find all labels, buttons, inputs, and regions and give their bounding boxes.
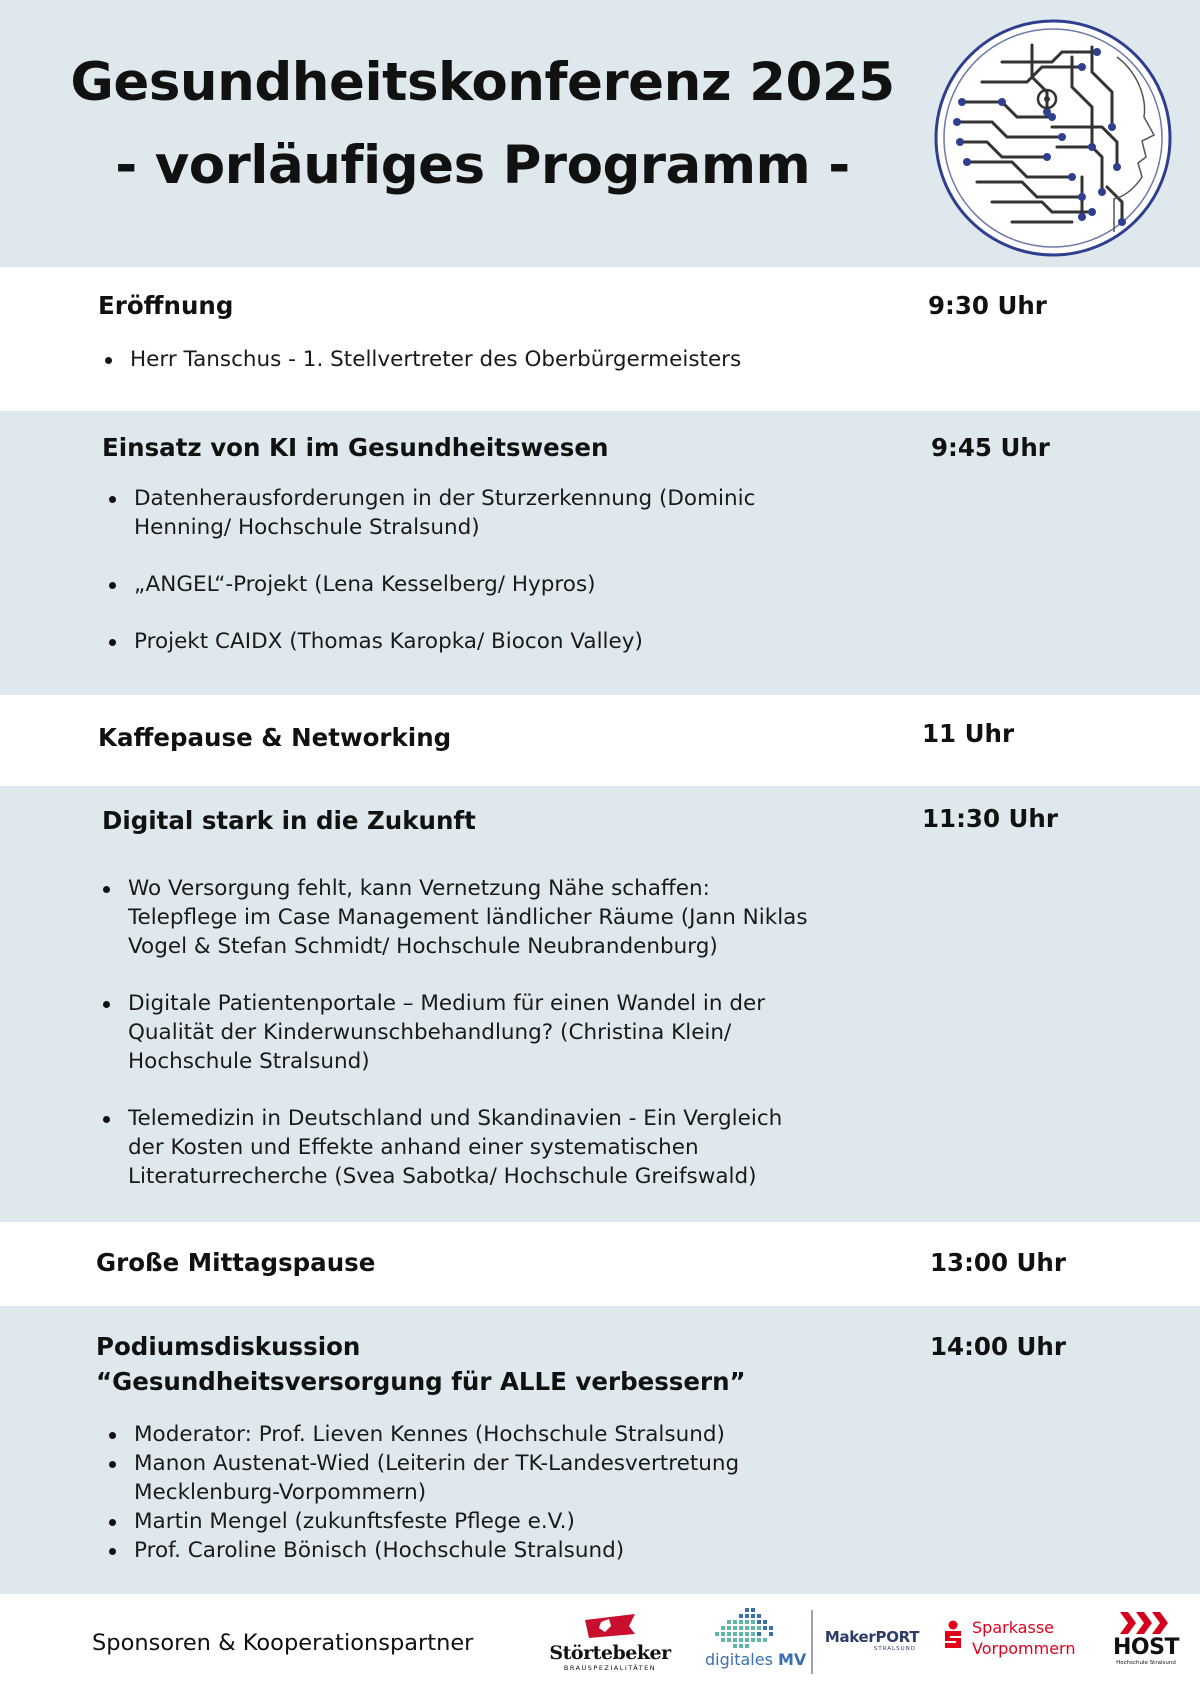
section-title: Einsatz von KI im Gesundheitswesen xyxy=(102,433,609,462)
makerport-name: MakerPORT xyxy=(824,1628,920,1646)
stoertebeker-sub: BRAUSPEZIALITÄTEN xyxy=(563,1664,657,1672)
list-item: Moderator: Prof. Lieven Kennes (Hochschule Stralsund) xyxy=(102,1420,752,1449)
section-kaffeepause xyxy=(0,695,1200,786)
list-item: Herr Tanschus - 1. Stellvertreter des Oberbürgermeisters xyxy=(98,345,858,374)
host-logo xyxy=(1108,1610,1184,1674)
section-eroeffnung xyxy=(0,267,1200,411)
host-arrows-icon xyxy=(1118,1610,1174,1636)
section-mittagspause xyxy=(0,1222,1200,1306)
section-ki-gesundheitswesen xyxy=(0,411,1200,695)
section-time: 14:00 Uhr xyxy=(930,1332,1066,1361)
sparkasse-line2: Vorpommern xyxy=(972,1639,1076,1658)
section-time: 13:00 Uhr xyxy=(930,1248,1066,1277)
host-name: HOST xyxy=(1113,1635,1179,1660)
list-item: Digitale Patientenportale – Medium für einen Wandel in der Qualität der Kinderwunschbehandlung? (Christina Klein/ Hochschule Stralsund) xyxy=(96,989,808,1076)
section-title: Kaffepause & Networking xyxy=(98,723,452,752)
section-time: 11 Uhr xyxy=(922,719,1015,748)
makerport-sub: STRALSUND xyxy=(873,1646,916,1652)
digitales-mv-name xyxy=(705,1650,807,1669)
sail-ship-icon xyxy=(579,1612,641,1642)
section-title: Digital stark in die Zukunft xyxy=(102,806,476,835)
section-digital-stark xyxy=(0,786,1200,1222)
digitales-mv-suffix: MV xyxy=(778,1650,807,1669)
sparkasse-line1: Sparkasse xyxy=(972,1618,1054,1637)
list-item: Projekt CAIDX (Thomas Karopka/ Biocon Valley) xyxy=(102,627,842,656)
list-item: Martin Mengel (zukunftsfeste Pflege e.V.) xyxy=(102,1507,752,1536)
list-item: Prof. Caroline Bönisch (Hochschule Stralsund) xyxy=(102,1536,752,1565)
list-item: Datenherausforderungen in der Sturzerkennung (Dominic Henning/ Hochschule Stralsund) xyxy=(102,484,842,542)
section-bullet-list xyxy=(96,874,808,1191)
pixel-map-icon xyxy=(705,1606,799,1650)
digitales-mv-logo xyxy=(705,1606,807,1678)
sponsors-label: Sponsoren & Kooperationspartner xyxy=(92,1630,474,1656)
section-title: Eröffnung xyxy=(98,291,234,320)
section-title: Große Mittagspause xyxy=(96,1248,376,1277)
section-time: 9:45 Uhr xyxy=(931,433,1050,462)
list-item: Wo Versorgung fehlt, kann Vernetzung Nähe schaffen: Telepflege im Case Management ländlicher Räume (Jann Niklas Vogel & Stefan Schmidt/ Hochschule Neubrandenburg) xyxy=(96,874,808,961)
stoertebeker-logo xyxy=(540,1612,680,1678)
section-time: 9:30 Uhr xyxy=(928,291,1047,320)
section-bullet-list xyxy=(102,484,842,656)
stoertebeker-name: Störtebeker xyxy=(549,1642,671,1664)
digitales-mv-prefix: digitales xyxy=(705,1650,773,1669)
makerport-logo xyxy=(824,1628,920,1664)
section-bullet-list xyxy=(98,345,858,374)
section-podiumsdiskussion xyxy=(0,1306,1200,1594)
title-line-2: - vorläufiges Programm - xyxy=(115,135,850,196)
logo-divider xyxy=(811,1610,813,1674)
sparkasse-logo xyxy=(942,1618,1082,1670)
section-subtitle: “Gesundheitsversorgung für ALLE verbessern” xyxy=(96,1367,746,1396)
sparkasse-s-icon xyxy=(942,1620,964,1650)
circuit-head-emblem xyxy=(932,17,1174,259)
list-item: Manon Austenat-Wied (Leiterin der TK-Landesvertretung Mecklenburg-Vorpommern) xyxy=(102,1449,752,1507)
section-title: Podiumsdiskussion xyxy=(96,1332,361,1361)
list-item: „ANGEL“-Projekt (Lena Kesselberg/ Hypros) xyxy=(102,570,842,599)
section-bullet-list xyxy=(102,1420,752,1565)
list-item: Telemedizin in Deutschland und Skandinavien - Ein Vergleich der Kosten und Effekte anhand einer systematischen Literaturrecherche (Svea Sabotka/ Hochschule Greifswald) xyxy=(96,1104,808,1191)
host-sub: Hochschule Stralsund xyxy=(1116,1660,1176,1666)
section-time: 11:30 Uhr xyxy=(922,804,1058,833)
header-band xyxy=(0,0,1200,267)
title-line-1: Gesundheitskonferenz 2025 xyxy=(70,52,895,113)
